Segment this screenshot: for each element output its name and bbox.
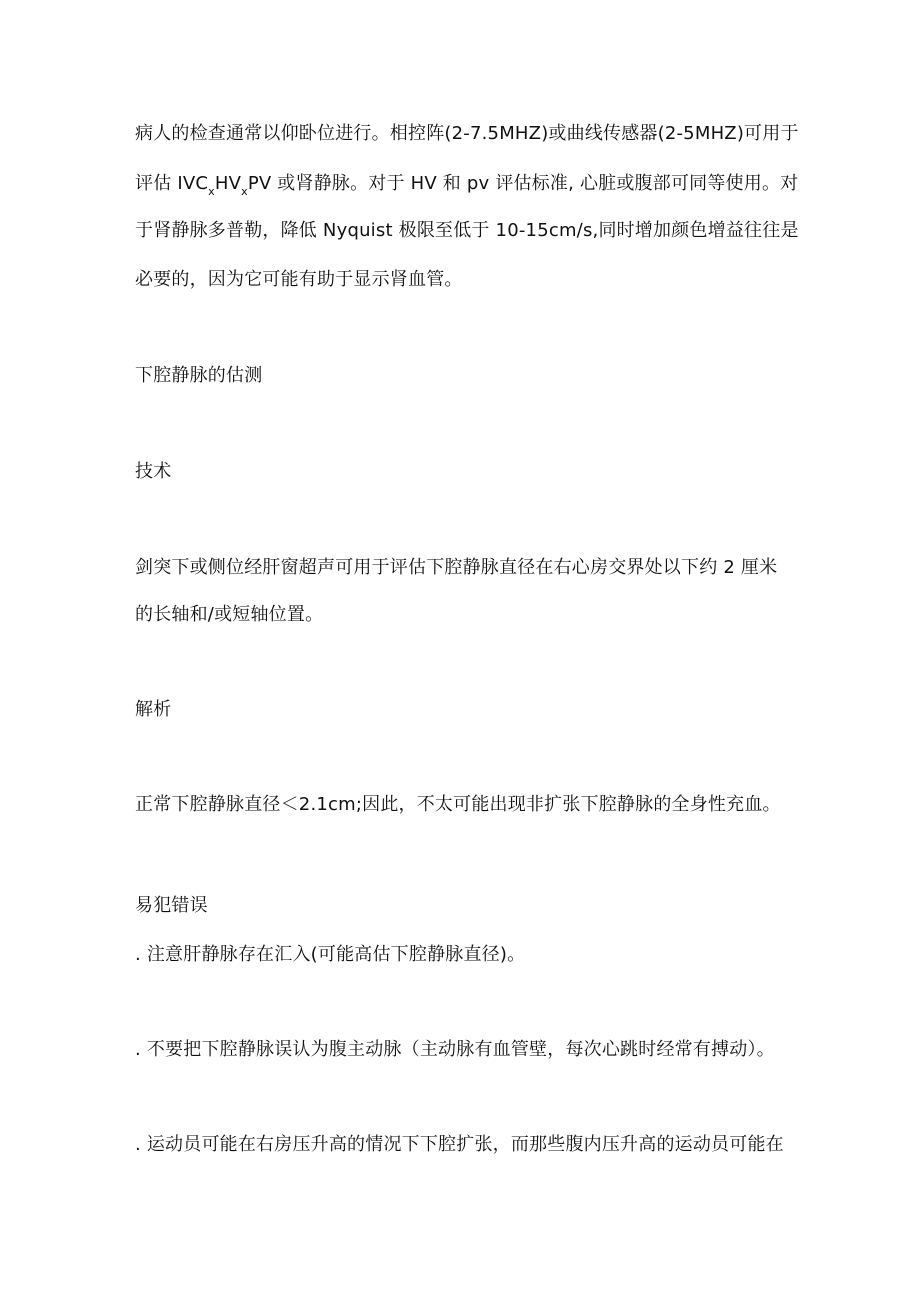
- para3: 正常下腔静脉直径＜2.1cm;因此，不太可能出现非扩张下腔静脉的全身性充血。: [135, 794, 781, 815]
- para1-line3: 于肾静脉多普勒，降低 Nyquist 极限至低于 10-15cm∕s,同时增加颜色增益往往是: [135, 220, 799, 241]
- heading-technique: 技术: [135, 461, 172, 482]
- heading-ivc-estimation: 下腔静脉的估测: [135, 365, 263, 386]
- para1-line1: 病人的检查通常以仰卧位进行。相控阵(2-7.5MHZ)或曲线传感器(2-5MHZ)可用于: [135, 123, 799, 144]
- para1-line2-c: PV 或肾静脉。对于 HV 和 pv 评估标准, 心脏或腹部可同等使用。对: [247, 173, 799, 194]
- para2-line1: 剑突下或侧位经肝窗超声可用于评估下腔静脉直径在右心房交界处以下约 2 厘米: [135, 557, 778, 578]
- para1-line2-a: 评估 IVC: [135, 173, 209, 194]
- pitfall-item-2: . 不要把下腔静脉误认为腹主动脉（主动脉有血管壁，每次心跳时经常有搏动）。: [135, 1039, 775, 1060]
- pitfall-item-1: . 注意肝静脉存在汇入(可能高估下腔静脉直径)。: [135, 944, 526, 965]
- heading-pitfalls: 易犯错误: [135, 895, 208, 916]
- heading-analysis: 解析: [135, 699, 172, 720]
- subscript-x: x: [241, 185, 248, 198]
- para1-line2-b: HV: [214, 173, 242, 194]
- para2-line2: 的长轴和/或短轴位置。: [135, 604, 324, 625]
- pitfall-item-3: . 运动员可能在右房压升高的情况下下腔扩张，而那些腹内压升高的运动员可能在: [135, 1134, 784, 1155]
- subscript-x: x: [208, 185, 215, 198]
- para1-line2: [135, 172, 798, 198]
- para1-line4: 必要的，因为它可能有助于显示肾血管。: [135, 269, 463, 290]
